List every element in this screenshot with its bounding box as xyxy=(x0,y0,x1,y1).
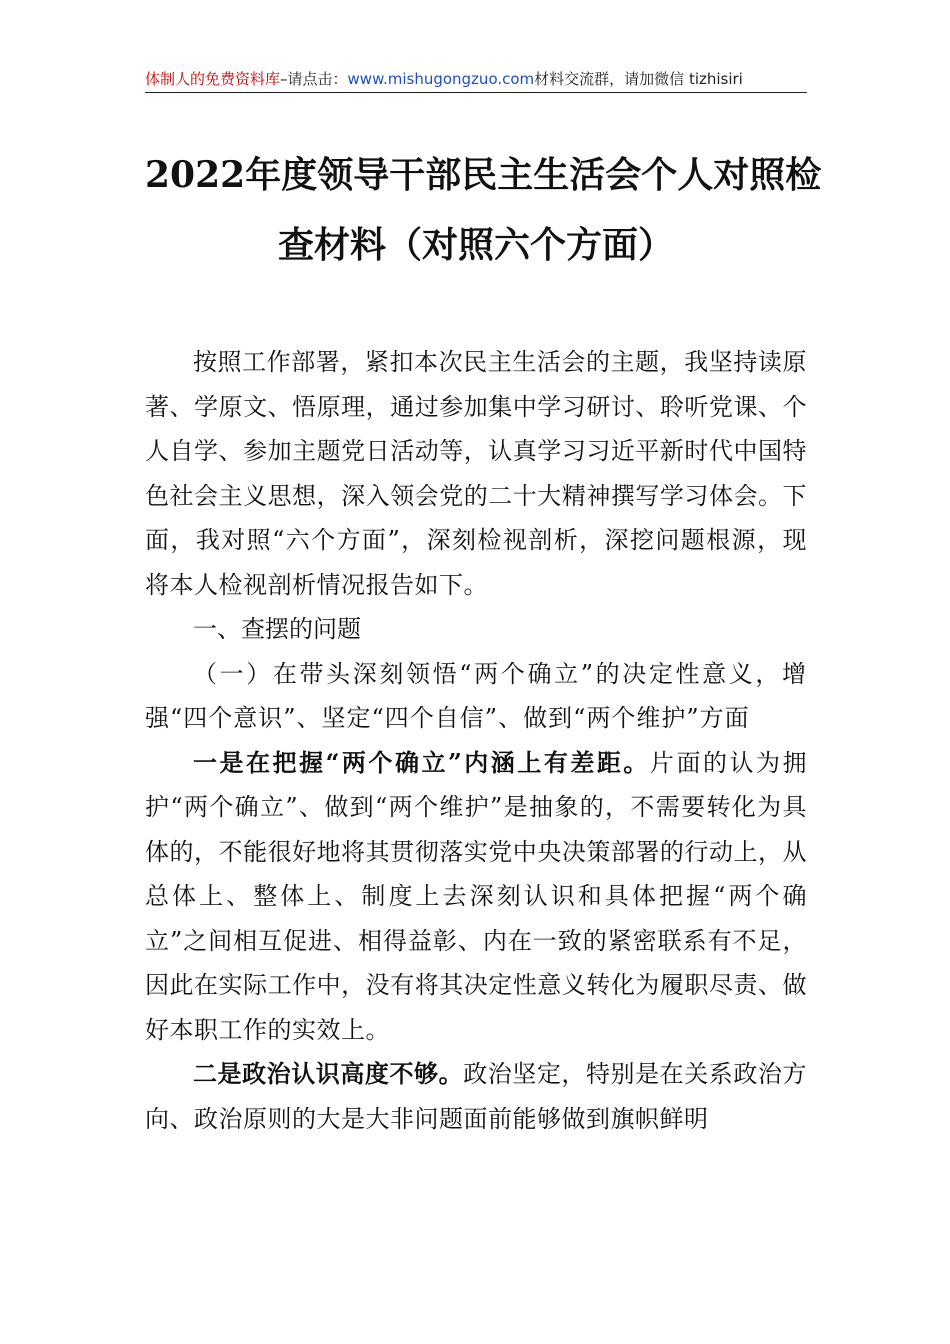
library-name: 体制人的免费资料库 xyxy=(145,70,281,88)
subsection-heading: （一）在带头深刻领悟“两个确立”的决定性意义，增强“四个意识”、坚定“四个自信”、做到“两个维护”方面 xyxy=(145,659,807,732)
point-1-lead: 一是在把握“两个确立”内涵上有差距。 xyxy=(193,747,650,777)
intro-paragraph: 按照工作部署，紧扣本次民主生活会的主题，我坚持读原著、学原文、悟原理，通过参加集中学习研讨、聆听党课、个人自学、参加主题党日活动等，认真学习习近平新时代中国特色社会主义思想，深入领会党的二十大精神撰写学习体会。下面，我对照“六个方面”，深刻检视剖析，深挖问题根源，现将本人检视剖析情况报告如下。 xyxy=(145,348,807,599)
section-heading: 一、查摆的问题 xyxy=(193,615,361,643)
document-body xyxy=(145,340,807,1141)
point-paragraph-1 xyxy=(145,741,807,1053)
page-header xyxy=(145,66,807,93)
point-2-lead: 二是政治认识高度不够。 xyxy=(193,1059,464,1088)
point-paragraph-2 xyxy=(145,1052,807,1141)
website-link[interactable]: www.mishugongzuo.com xyxy=(347,70,535,88)
point-1-text: 片面的认为拥护“两个确立”、做到“两个维护”是抽象的，不需要转化为具体的，不能很好地将其贯彻落实党中央决策部署的行动上，从总体上、整体上、制度上去深刻认识和具体把握“两个确立”之间相互促进、相得益彰、内在一致的紧密联系有不足，因此在实际工作中，没有将其决定性意义转化为履职尽责、做好本职工作的实效上。 xyxy=(145,748,808,1044)
point-2-text: 政治坚定，特别是在关系政治方向、政治原则的大是大非问题面前能够做到旗帜鲜明 xyxy=(145,1060,807,1133)
doc-title-line-2: 查材料（对照六个方面） xyxy=(277,224,674,266)
doc-title-line-1: 2022年度领导干部民主生活会个人对照检 xyxy=(145,154,822,196)
click-prompt: –请点击： xyxy=(280,70,348,88)
wechat-note: 材料交流群，请加微信 tizhisiri xyxy=(534,70,743,88)
